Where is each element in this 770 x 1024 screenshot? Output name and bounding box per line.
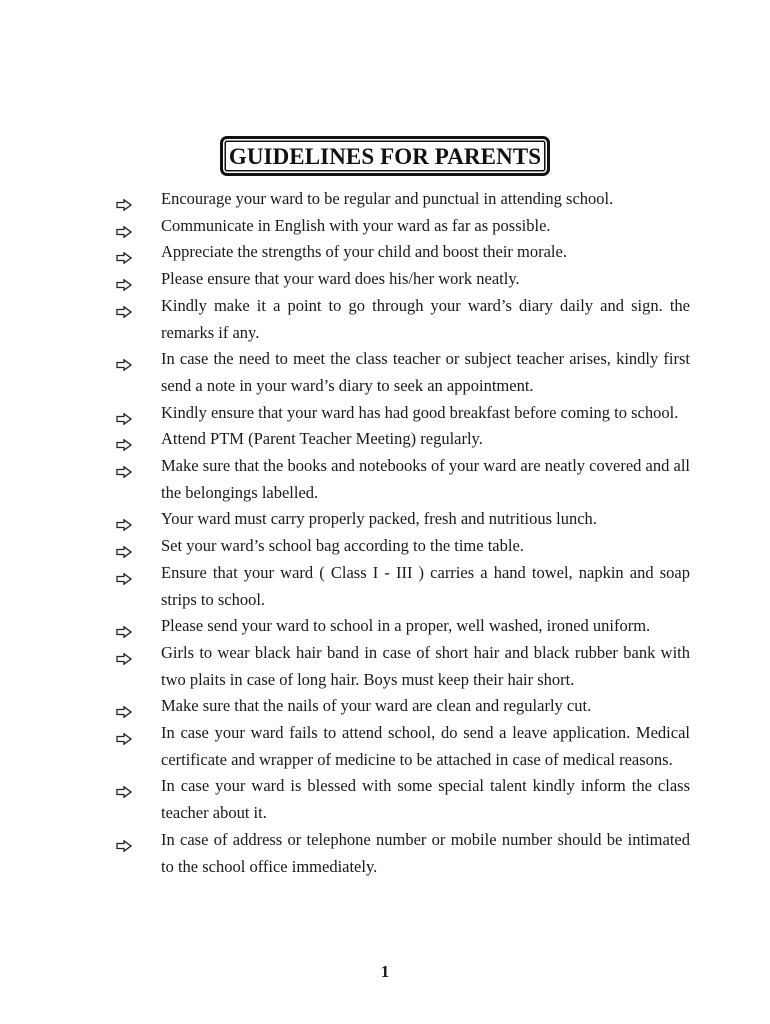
guideline-text: In case of address or telephone number or mobile number should be intimated to the school office immediately.	[161, 829, 690, 876]
guideline-text: Make sure that the books and notebooks of your ward are neatly covered and all the belongings labelled.	[161, 456, 690, 502]
guideline-text: Please ensure that your ward does his/her work neatly.	[161, 269, 520, 289]
arrow-right-outline-icon	[116, 513, 132, 525]
guideline-item	[110, 613, 690, 640]
arrow-right-outline-icon	[116, 460, 132, 472]
guideline-text: Kindly ensure that your ward has had good breakfast before coming to school.	[161, 402, 679, 422]
guideline-text: Please send your ward to school in a proper, well washed, ironed uniform.	[161, 616, 651, 636]
guideline-text: Attend PTM (Parent Teacher Meeting) regularly.	[161, 429, 483, 449]
guideline-item	[110, 186, 690, 213]
guideline-item	[110, 827, 690, 880]
guideline-item	[110, 773, 690, 826]
arrow-right-outline-icon	[116, 647, 132, 659]
arrow-right-outline-icon	[116, 407, 132, 419]
guideline-text: Make sure that the nails of your ward are clean and regularly cut.	[161, 696, 592, 716]
title-container	[0, 136, 770, 176]
page-title: GUIDELINES FOR PARENTS	[220, 136, 550, 176]
guideline-text: Kindly make it a point to go through your ward’s diary daily and sign. the remarks if any.	[161, 295, 690, 342]
arrow-right-outline-icon	[116, 353, 132, 365]
guideline-item	[110, 346, 690, 399]
guideline-text: In case the need to meet the class teacher or subject teacher arises, kindly first send a note in your ward’s diary to seek an appointment.	[161, 349, 690, 395]
arrow-right-outline-icon	[116, 300, 132, 312]
arrow-right-outline-icon	[116, 700, 132, 712]
guideline-text: Set your ward’s school bag according to the time table.	[161, 536, 524, 556]
guideline-item	[110, 400, 690, 427]
arrow-right-outline-icon	[116, 727, 132, 739]
guideline-text: Your ward must carry properly packed, fresh and nutritious lunch.	[161, 509, 597, 529]
guideline-item	[110, 560, 690, 613]
guideline-item	[110, 426, 690, 453]
arrow-right-outline-icon	[116, 834, 132, 846]
guideline-item	[110, 720, 690, 773]
guideline-item	[110, 453, 690, 506]
guideline-item	[110, 506, 690, 533]
guideline-item	[110, 239, 690, 266]
page-number: 1	[380, 962, 390, 981]
guideline-text: In case your ward fails to attend school, do send a leave application. Medical certificate and wrapper of medicine to be attached in case of medical reasons.	[161, 723, 690, 769]
arrow-right-outline-icon	[116, 193, 132, 205]
guidelines-list	[110, 186, 690, 880]
arrow-right-outline-icon	[116, 780, 132, 792]
guideline-item	[110, 533, 690, 560]
arrow-right-outline-icon	[116, 273, 132, 285]
arrow-right-outline-icon	[116, 246, 132, 258]
arrow-right-outline-icon	[116, 540, 132, 552]
arrow-right-outline-icon	[116, 220, 132, 232]
guideline-item	[110, 293, 690, 346]
guideline-text: Girls to wear black hair band in case of short hair and black rubber bank with two plaits in case of long hair. Boys must keep their hair short.	[161, 642, 690, 689]
guideline-item	[110, 693, 690, 720]
guideline-text: Encourage your ward to be regular and punctual in attending school.	[161, 189, 614, 208]
guideline-text: Ensure that your ward ( Class I - III ) carries a hand towel, napkin and soap strips to school.	[161, 562, 690, 609]
guideline-text: In case your ward is blessed with some special talent kindly inform the class teacher about it.	[161, 776, 690, 823]
guideline-item	[110, 640, 690, 693]
guideline-text: Communicate in English with your ward as far as possible.	[161, 215, 551, 235]
arrow-right-outline-icon	[116, 567, 132, 579]
guideline-text: Appreciate the strengths of your child and boost their morale.	[161, 242, 567, 262]
arrow-right-outline-icon	[116, 620, 132, 632]
guideline-item	[110, 266, 690, 293]
arrow-right-outline-icon	[116, 433, 132, 445]
guideline-item	[110, 213, 690, 240]
